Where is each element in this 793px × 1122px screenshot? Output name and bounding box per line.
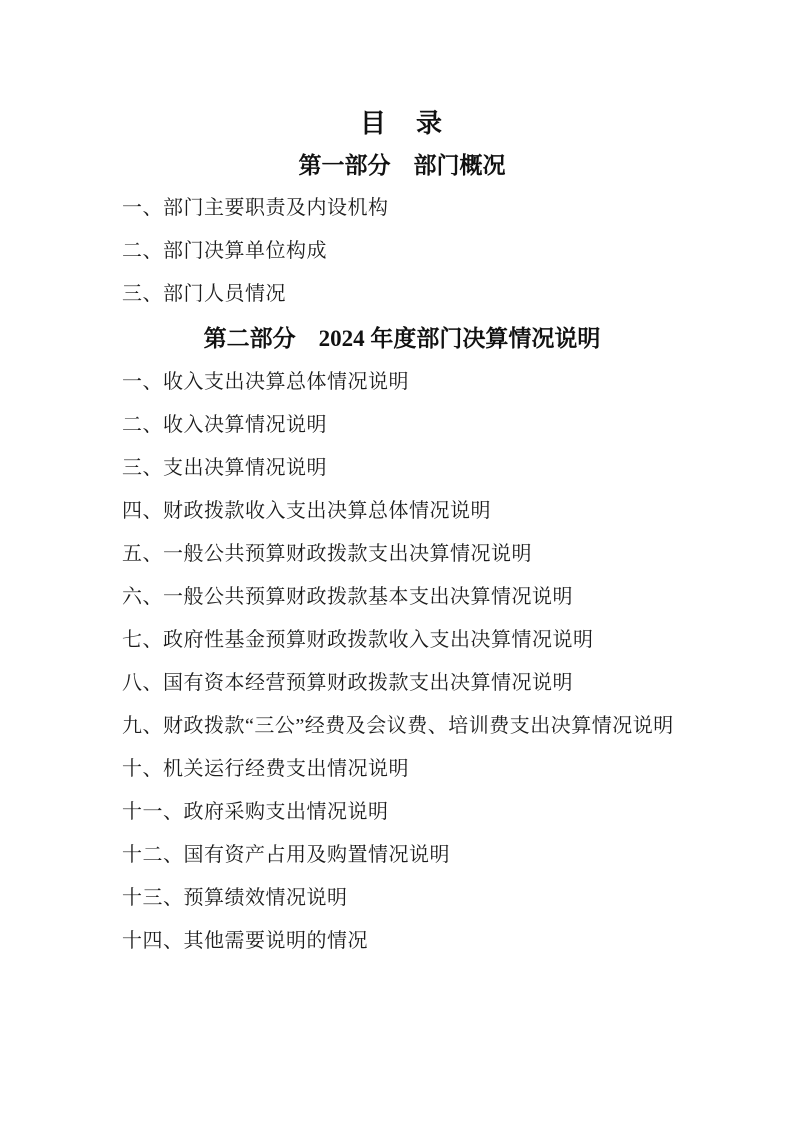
section-heading-part2: 第二部分 2024 年度部门决算情况说明 — [203, 326, 601, 351]
toc-item: 四、财政拨款收入支出决算总体情况说明 — [122, 500, 491, 522]
toc-item: 十、机关运行经费支出情况说明 — [122, 758, 409, 780]
toc-item: 九、财政拨款“三公”经费及会议费、培训费支出决算情况说明 — [122, 715, 674, 737]
toc-content — [122, 103, 682, 963]
toc-list-part1 — [122, 187, 682, 316]
toc-item: 五、一般公共预算财政拨款支出决算情况说明 — [122, 543, 532, 565]
toc-item: 七、政府性基金预算财政拨款收入支出决算情况说明 — [122, 629, 594, 651]
toc-item: 一、部门主要职责及内设机构 — [122, 197, 389, 219]
toc-item: 一、收入支出决算总体情况说明 — [122, 371, 409, 393]
toc-item: 十四、其他需要说明的情况 — [122, 930, 368, 952]
toc-list-part2 — [122, 361, 682, 963]
toc-item: 十三、预算绩效情况说明 — [122, 887, 348, 909]
toc-item: 二、收入决算情况说明 — [122, 414, 327, 436]
toc-item: 三、支出决算情况说明 — [122, 457, 327, 479]
toc-item: 二、部门决算单位构成 — [122, 240, 327, 262]
toc-item: 八、国有资本经营预算财政拨款支出决算情况说明 — [122, 672, 573, 694]
section-heading-part1: 第一部分 部门概况 — [298, 153, 506, 178]
toc-item: 六、一般公共预算财政拨款基本支出决算情况说明 — [122, 586, 573, 608]
page-title: 目 录 — [359, 109, 444, 138]
toc-item: 三、部门人员情况 — [122, 283, 286, 305]
toc-item: 十二、国有资产占用及购置情况说明 — [122, 844, 450, 866]
toc-item: 十一、政府采购支出情况说明 — [122, 801, 389, 823]
